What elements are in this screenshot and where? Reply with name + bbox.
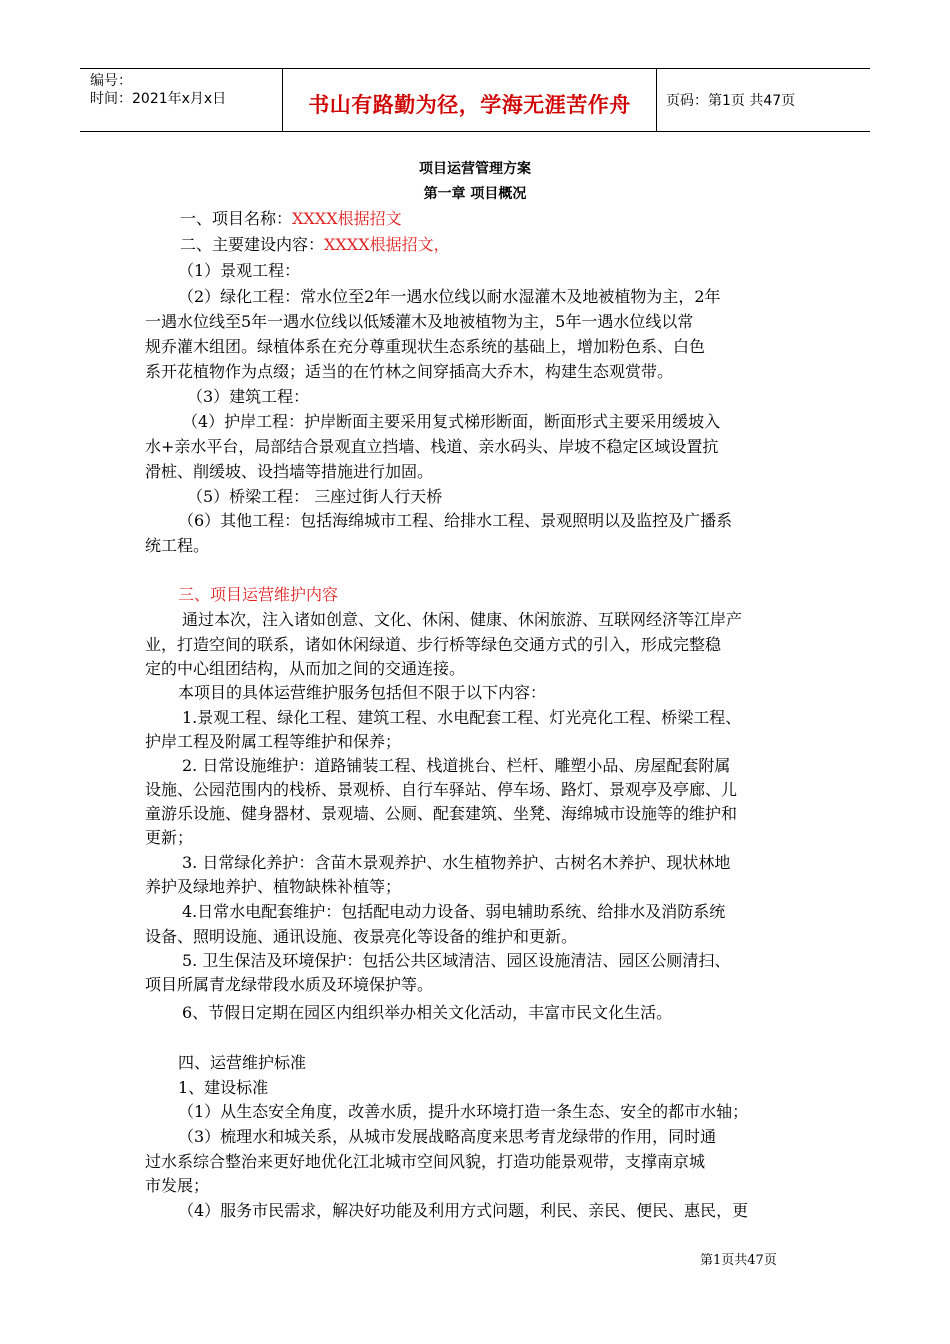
section-heading: 三、项目运营维护内容 (178, 585, 339, 604)
paragraph-line: 2. 日常设施维护：道路铺装工程、栈道挑台、栏杆、雕塑小品、房屋配套附属 (182, 756, 731, 775)
paragraph-line: 通过本次，注入诸如创意、文化、休闲、健康、休闲旅游、互联网经济等江岸产 (182, 610, 743, 629)
number-label: 编号： (90, 73, 132, 89)
paragraph-line: 定的中心组团结构，从而加之间的交通连接。 (145, 659, 466, 678)
paragraph-line: （3）梳理水和城关系，从城市发展战略高度来思考青龙绿带的作用，同时通 (178, 1127, 717, 1146)
paragraph-line: 规乔灌木组团。绿植体系在充分尊重现状生态系统的基础上，增加粉色系、白色 (145, 337, 706, 356)
paragraph-line: （1）景观工程： (178, 261, 301, 280)
paragraph-line: 项目所属青龙绿带段水质及环境保护等。 (145, 975, 434, 994)
header-motto-cell (282, 69, 657, 131)
subsection-heading: 1、建设标准 (178, 1078, 269, 1097)
header-meta (80, 69, 282, 131)
paragraph-line: 市发展； (145, 1176, 210, 1195)
paragraph-line: 一遇水位线至5年一遇水位线以低矮灌木及地被植物为主，5年一遇水位线以常 (145, 312, 694, 331)
paragraph-line: 4.日常水电配套维护：包括配电动力设备、弱电辅助系统、给排水及消防系统 (182, 902, 726, 921)
paragraph-line: （2）绿化工程：常水位至2年一遇水位线以耐水湿灌木及地被植物为主，2年 (178, 287, 721, 306)
paragraph-line: 5. 卫生保洁及环境保护：包括公共区域清洁、园区设施清洁、园区公厕清扫、 (182, 951, 731, 970)
header-page-cell (656, 69, 870, 131)
paragraph-line: 过水系综合整治来更好地优化江北城市空间风貌，打造功能景观带，支撑南京城 (145, 1152, 706, 1171)
paragraph-line: （5）桥梁工程： 三座过街人行天桥 (187, 487, 443, 506)
paragraph-line: 系开花植物作为点缀；适当的在竹林之间穿插高大乔木，构建生态观赏带。 (145, 362, 674, 381)
paragraph-line: 设备、照明设施、通讯设施、夜景亮化等设备的维护和更新。 (145, 927, 578, 946)
construction-label: 二、主要建设内容： (180, 235, 325, 254)
paragraph-line: 养护及绿地养护、植物缺株补植等； (145, 877, 402, 896)
paragraph-line: 更新； (145, 828, 194, 847)
section-heading: 四、运营维护标准 (178, 1053, 307, 1072)
paragraph-line: 统工程。 (145, 536, 210, 555)
chapter-heading: 第一章 项目概况 (423, 186, 527, 202)
page-label: 页码：第1页 共47页 (666, 93, 796, 109)
project-name-value: XXXX根据招文 (292, 209, 402, 228)
paragraph-line: 童游乐设施、健身器材、景观墙、公厕、配套建筑、坐凳、海绵城市设施等的维护和 (145, 804, 738, 823)
paragraph-line: 水+亲水平台，局部结合景观直立挡墙、栈道、亲水码头、岸坡不稳定区域设置抗 (145, 437, 719, 456)
paragraph-line: 1.景观工程、绿化工程、建筑工程、水电配套工程、灯光亮化工程、桥梁工程、 (182, 708, 742, 727)
page-footer: 第1页共47页 (700, 1253, 777, 1268)
paragraph-line: （3）建筑工程： (187, 387, 310, 406)
paragraph-line: 3. 日常绿化养护：含苗木景观养护、水生植物养护、古树名木养护、现状林地 (182, 853, 731, 872)
motto-text: 书山有路勤为径，学海无涯苦作舟 (308, 93, 631, 117)
construction-value: XXXX根据招文， (324, 235, 450, 254)
time-label: 时间：2021年x月x日 (90, 91, 227, 107)
paragraph-line: （4）服务市民需求，解决好功能及利用方式问题，利民、亲民、便民、惠民，更 (178, 1201, 749, 1220)
paragraph-line (180, 232, 842, 258)
paragraph-line: （6）其他工程：包括海绵城市工程、给排水工程、景观照明以及监控及广播系 (178, 511, 733, 530)
paragraph-line: 本项目的具体运营维护服务包括但不限于以下内容： (178, 683, 547, 702)
document-title: 项目运营管理方案 (419, 161, 531, 177)
paragraph-line: （4）护岸工程：护岸断面主要采用复式梯形断面，断面形式主要采用缓坡入 (182, 412, 721, 431)
paragraph-line: 业，打造空间的联系，诸如休闲绿道、步行桥等绿色交通方式的引入，形成完整稳 (145, 635, 722, 654)
paragraph-line: 护岸工程及附属工程等维护和保养； (145, 732, 402, 751)
paragraph-line: （1）从生态安全角度，改善水质，提升水环境打造一条生态、安全的都市水轴； (178, 1102, 749, 1121)
paragraph-line (180, 206, 842, 232)
paragraph-line: 设施、公园范围内的栈桥、景观桥、自行车驿站、停车场、路灯、景观亭及亭廊、儿 (145, 780, 738, 799)
paragraph-line: 6、节假日定期在园区内组织举办相关文化活动，丰富市民文化生活。 (182, 1003, 673, 1022)
page-header (80, 68, 870, 132)
project-name-label: 一、项目名称： (180, 209, 293, 228)
paragraph-line: 滑桩、削缓坡、设挡墙等措施进行加固。 (145, 462, 434, 481)
